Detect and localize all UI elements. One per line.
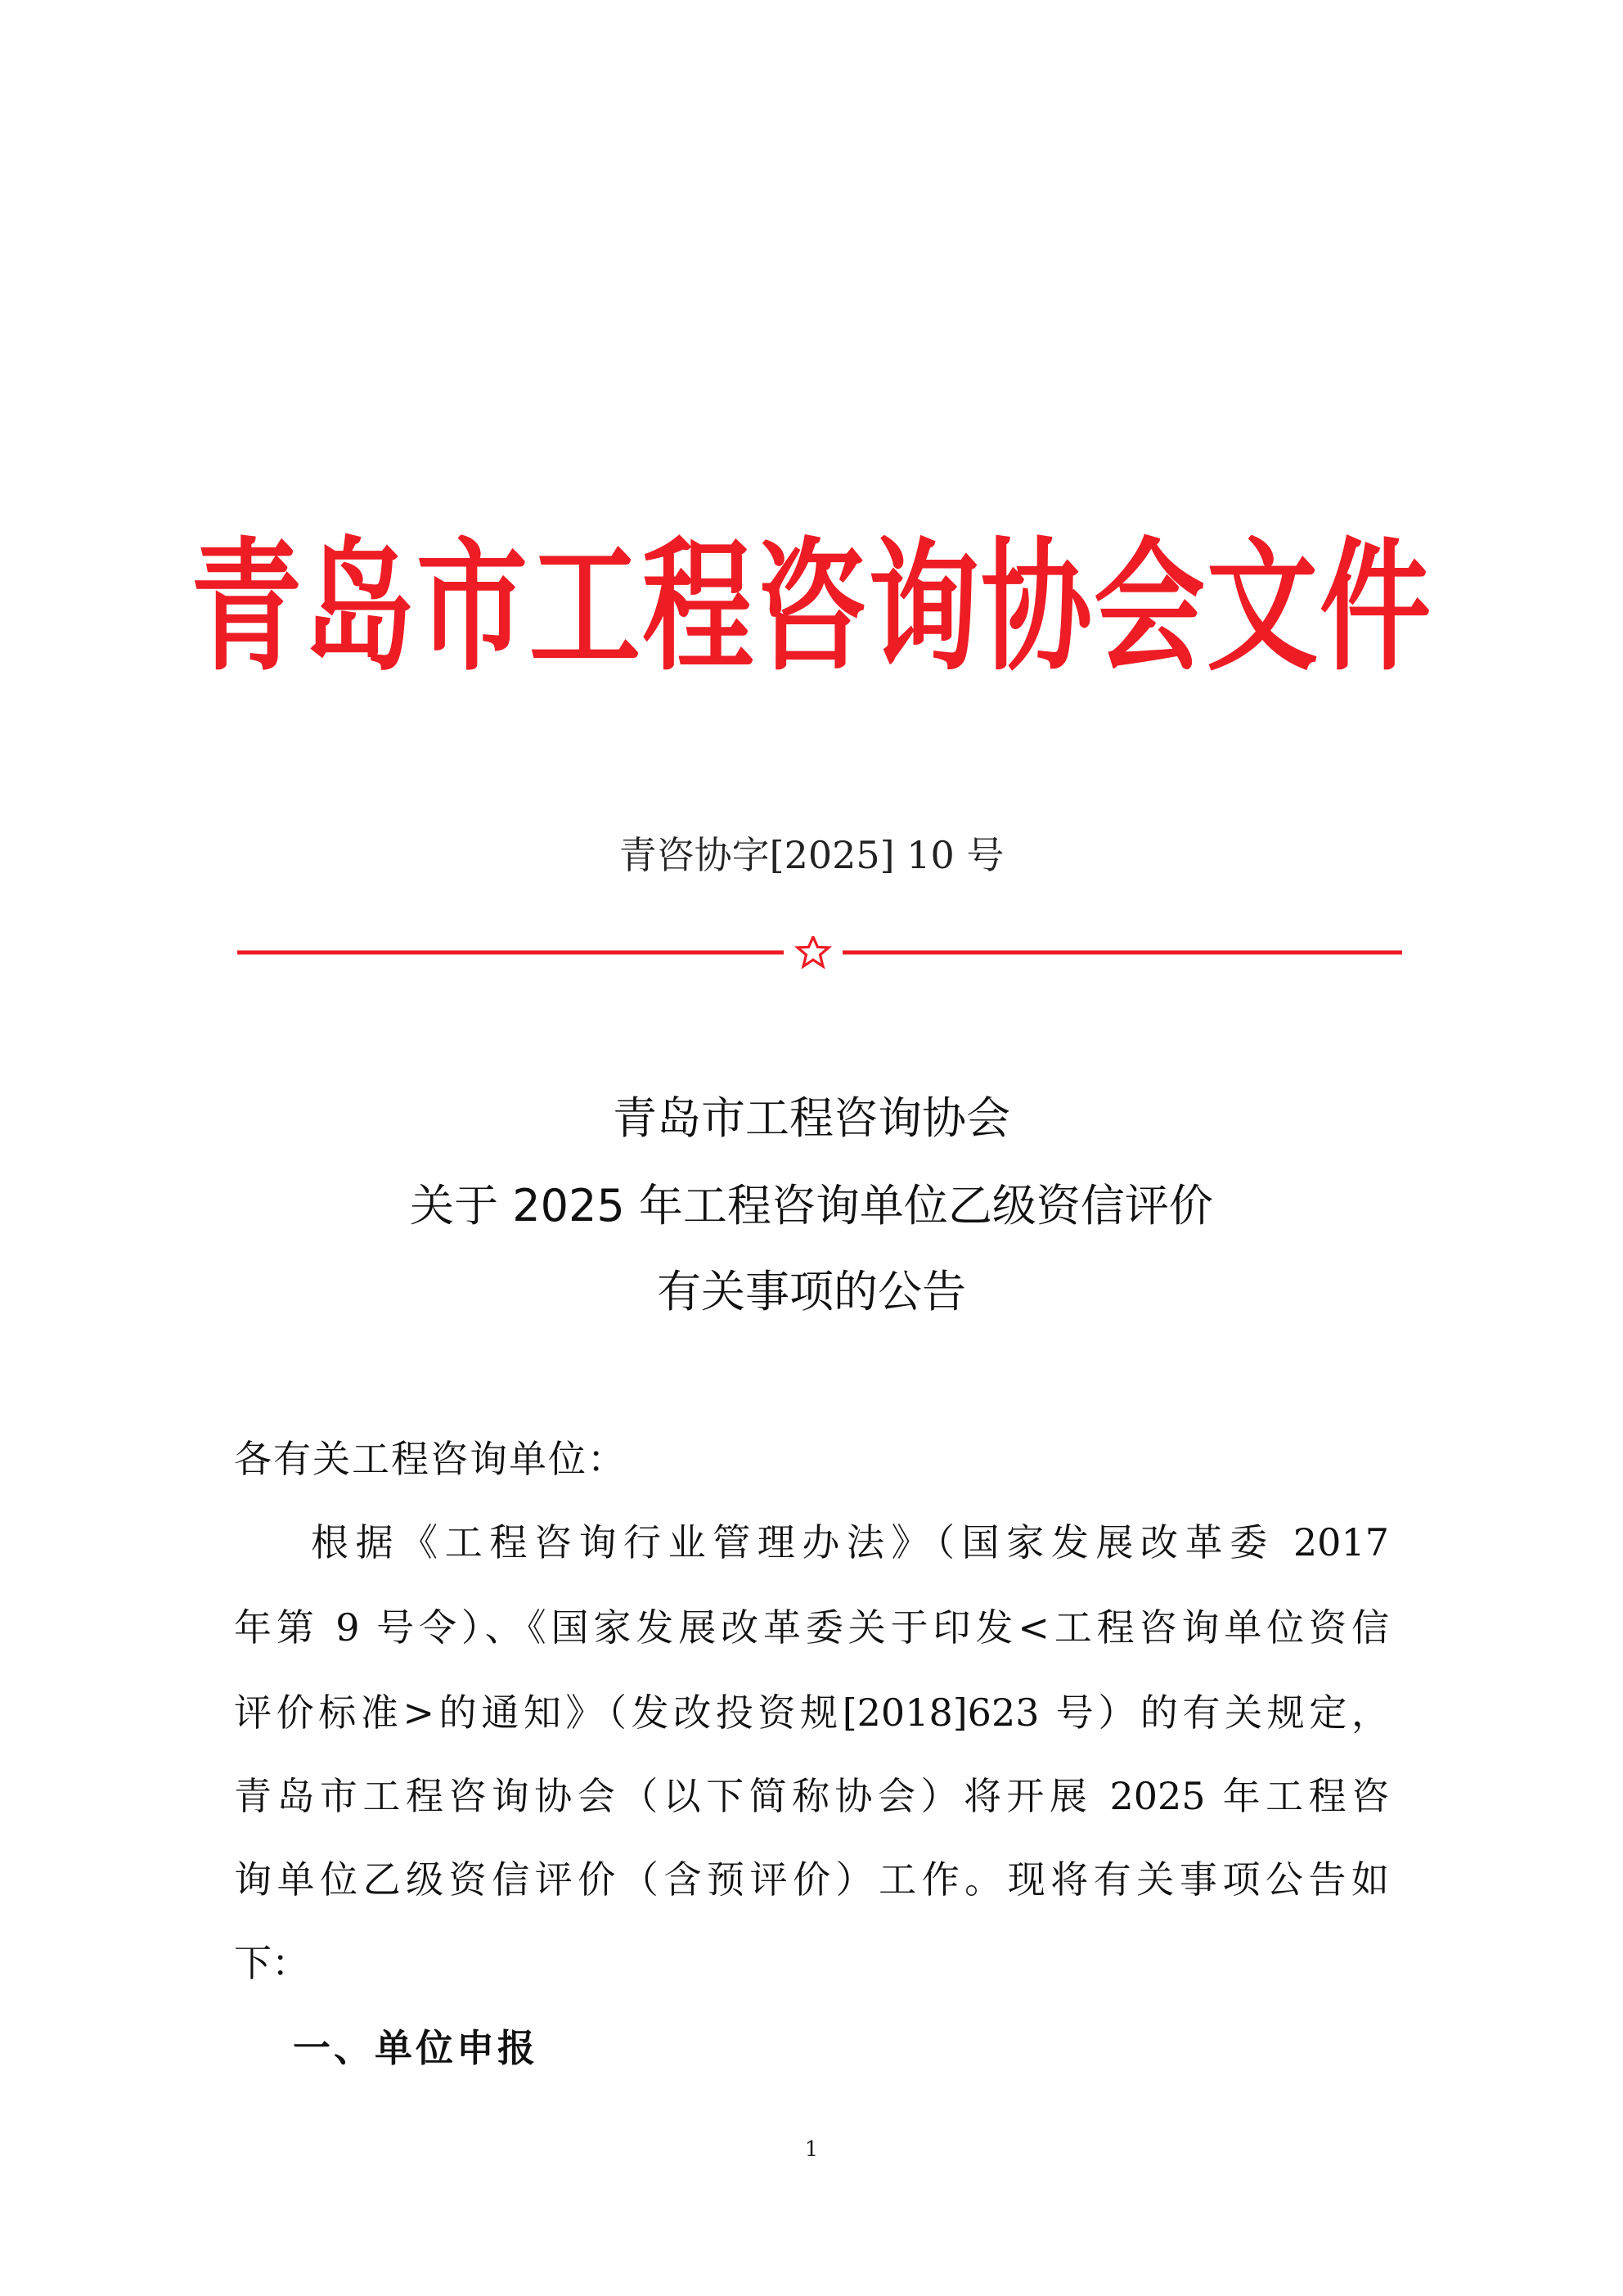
paragraph-line: 下：: [234, 1941, 309, 1985]
notice-title-line-2: 关于 2025 年工程咨询单位乙级资信评价: [410, 1180, 1213, 1231]
star-outline-icon: [798, 937, 829, 966]
paragraph-line: 青岛市工程咨询协会（以下简称协会）将开展 2025 年工程咨: [234, 1774, 1389, 1818]
red-divider: [237, 936, 1402, 969]
page-number: 1: [804, 2137, 819, 2162]
paragraph-line: 询单位乙级资信评价（含预评价）工作。现将有关事项公告如: [234, 1857, 1389, 1902]
paragraph-line: 评价标准>的通知》（发改投资规[2018]623 号）的有关规定，: [234, 1690, 1389, 1735]
paragraph-line: 年第 9 号令）、《国家发展改革委关于印发<工程咨询单位资信: [234, 1605, 1389, 1650]
document-number: 青咨协字[2025] 10 号: [618, 833, 1005, 877]
section-heading: 一、单位申报: [293, 2026, 538, 2070]
paragraph-line: 根据《工程咨询行业管理办法》（国家发展改革委 2017: [311, 1520, 1389, 1564]
notice-title-line-1: 青岛市工程咨询协会: [613, 1092, 1010, 1144]
masthead-title: 青岛市工程咨询协会文件: [191, 523, 1432, 691]
notice-title-line-3: 有关事项的公告: [657, 1266, 966, 1317]
salutation: 各有关工程咨询单位：: [234, 1437, 627, 1481]
